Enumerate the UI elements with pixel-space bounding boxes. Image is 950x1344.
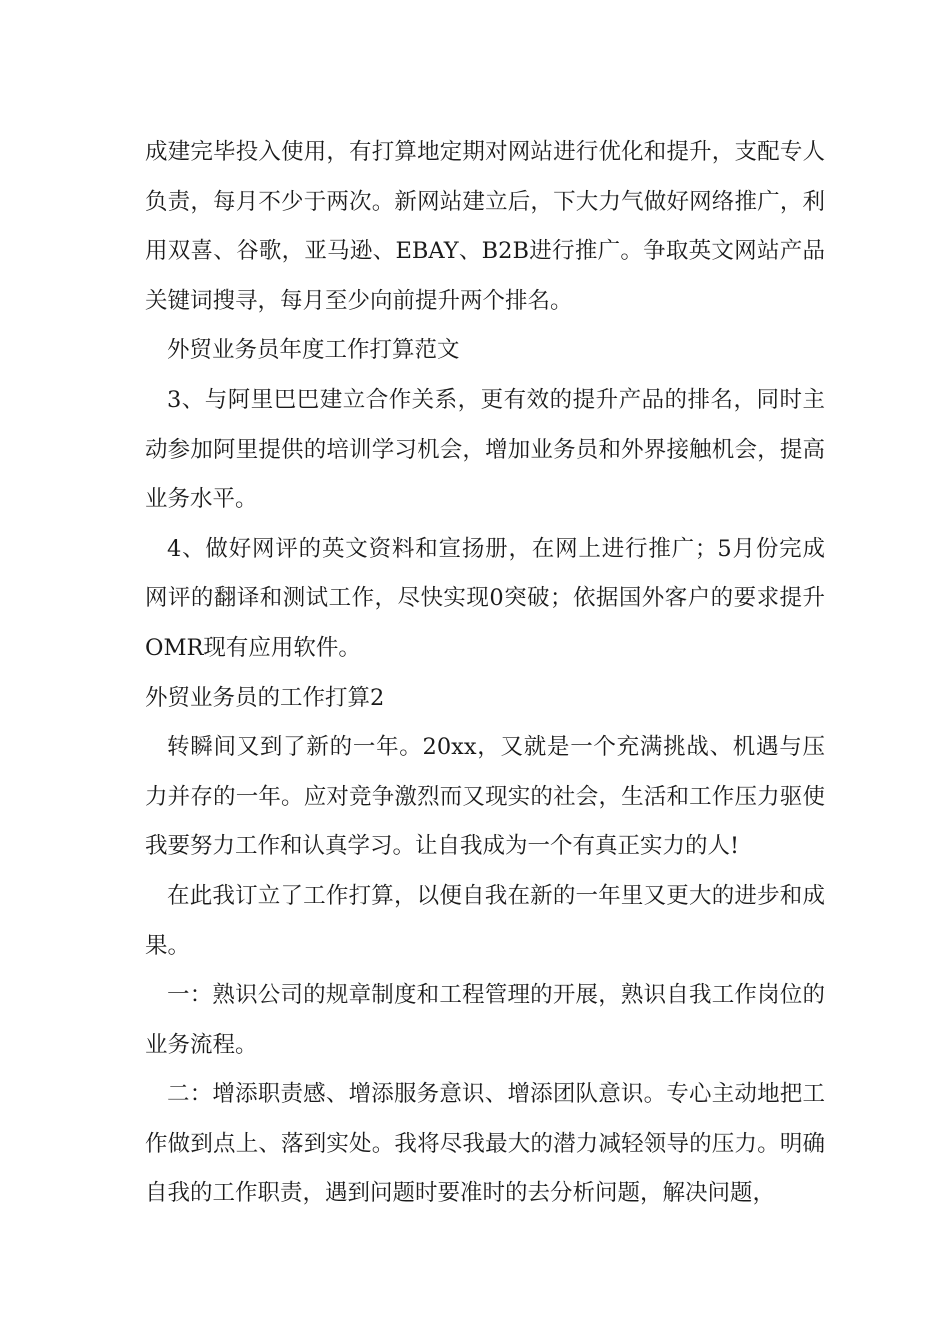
paragraph-item-4: 4、做好网评的英文资料和宣扬册，在网上进行推广；5月份完成网评的翻译和测试工作，尽快实现0突破；依据国外客户的要求提升OMR现有应用软件。 (145, 535, 825, 661)
paragraph-point-two: 二：增添职责感、增添服务意识、增添团队意识。专心主动地把工作做到点上、落到实处。我将尽我最大的潜力减轻领导的压力。明确自我的工作职责，遇到问题时要准时的去分析问题，解决问题， (145, 1081, 825, 1207)
section-heading-plan-2: 外贸业务员的工作打算2 (145, 684, 385, 711)
paragraph-point-one: 一：熟识公司的规章制度和工程管理的开展，熟识自我工作岗位的业务流程。 (145, 982, 825, 1058)
paragraph-heading-annual-plan: 外贸业务员年度工作打算范文 (167, 337, 460, 364)
paragraph-new-year: 转瞬间又到了新的一年。20xx，又就是一个充满挑战、机遇与压力并存的一年。应对竞争激烈而又现实的社会，生活和工作压力驱使我要努力工作和认真学习。让自我成为一个有真正实力的人! (145, 734, 825, 860)
paragraph-plan-intro: 在此我订立了工作打算，以便自我在新的一年里又更大的进步和成果。 (145, 882, 825, 959)
document-body (145, 128, 825, 1219)
paragraph-item-3: 3、与阿里巴巴建立合作关系，更有效的提升产品的排名，同时主动参加阿里提供的培训学习机会，增加业务员和外界接触机会，提高业务水平。 (145, 386, 825, 513)
paragraph-website-promotion: 成建完毕投入使用，有打算地定期对网站进行优化和提升，支配专人负责，每月不少于两次。新网站建立后，下大力气做好网络推广，利用双喜、谷歌，亚马逊、EBAY、B2B进行推广。争取英文网站产品关键词搜寻，每月至少向前提升两个排名。 (145, 139, 825, 314)
